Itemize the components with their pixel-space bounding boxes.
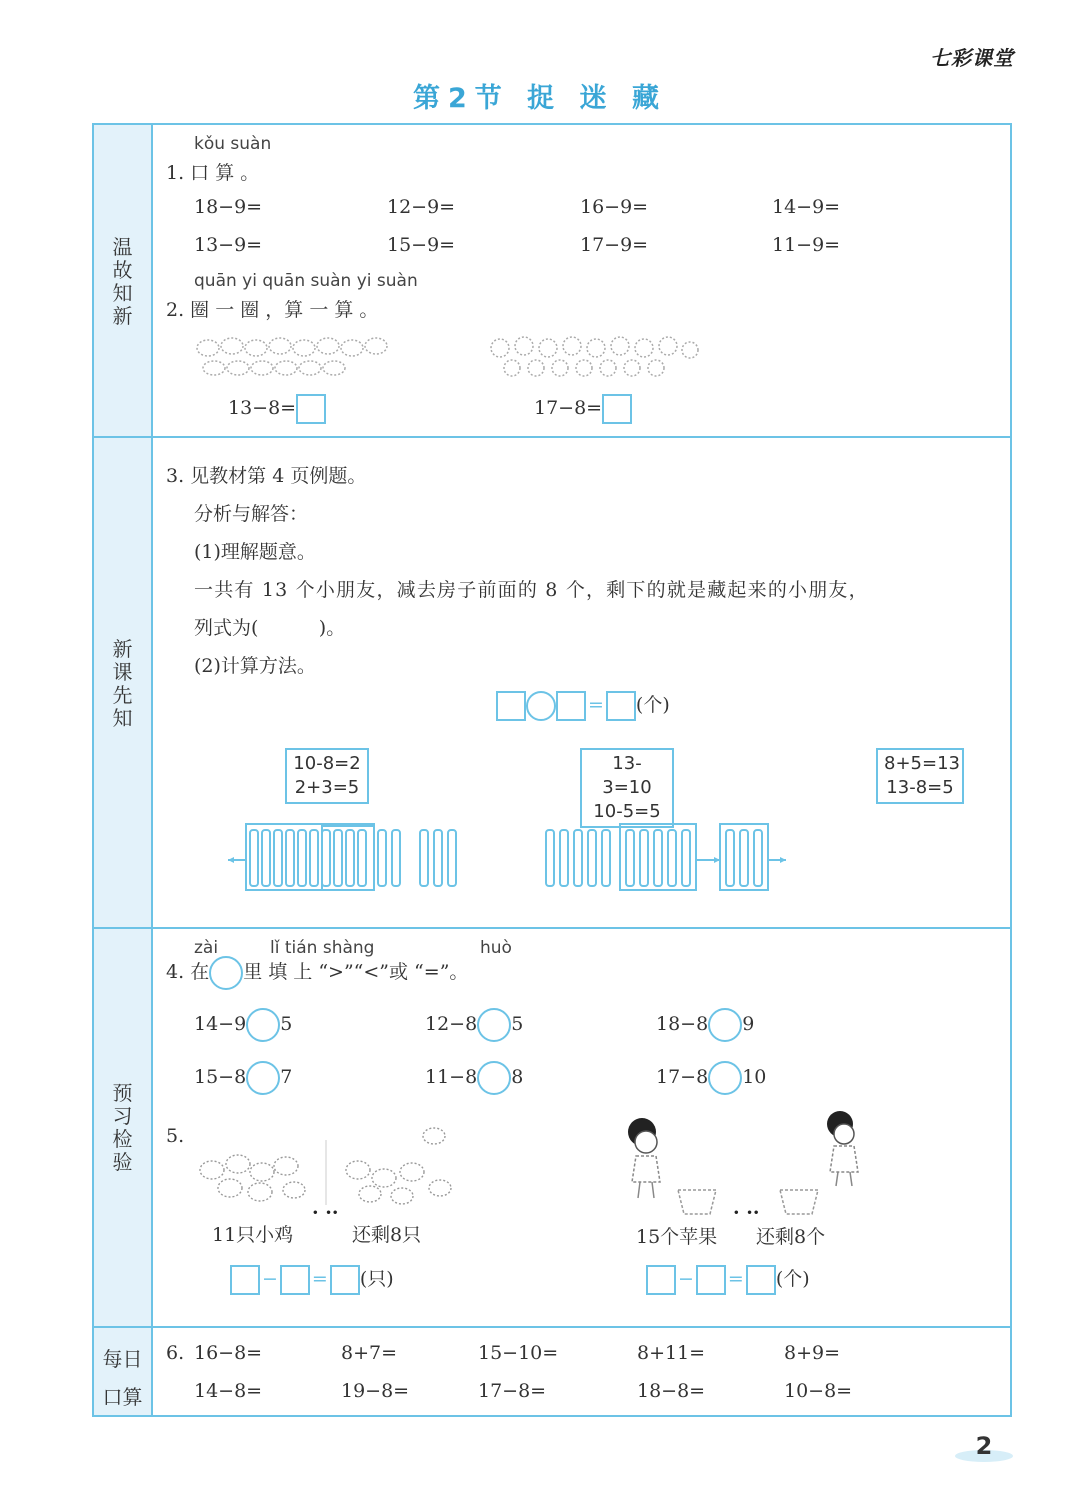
compare-circle[interactable]	[246, 1008, 280, 1042]
q1-item: 17−9=	[580, 234, 649, 256]
compare-left: 11−8	[425, 1066, 478, 1088]
q3-step1: (1)理解题意。	[194, 541, 316, 563]
compare-right: 7	[280, 1066, 293, 1088]
q6-item: 17−8=	[478, 1380, 547, 1402]
q6-item: 19−8=	[341, 1380, 410, 1402]
compare-left: 18−8	[656, 1013, 709, 1035]
compare-left: 12−8	[425, 1013, 478, 1035]
compare-right: 9	[742, 1013, 755, 1035]
compare-circle[interactable]	[708, 1008, 742, 1042]
q2-equation	[534, 394, 632, 424]
answer-box[interactable]	[296, 394, 326, 424]
unit-label: (个)	[775, 1268, 810, 1290]
minus-sign: −	[678, 1268, 694, 1290]
answer-box[interactable]	[696, 1265, 726, 1295]
compare-circle[interactable]	[477, 1008, 511, 1042]
compare-right: 8	[511, 1066, 524, 1088]
method-line: 8+5=13	[884, 753, 960, 774]
q3-analysis: 分析与解答：	[194, 503, 309, 525]
q1-item: 12−9=	[387, 196, 456, 218]
method-box-a	[285, 748, 369, 804]
q6-item: 18−8=	[637, 1380, 706, 1402]
method-line: 10-5=5	[593, 801, 661, 822]
compare-circle[interactable]	[708, 1061, 742, 1095]
method-box-b	[580, 748, 674, 828]
answer-box[interactable]	[602, 394, 632, 424]
q4-label-num: 4.	[166, 961, 185, 983]
compare-left: 15−8	[194, 1066, 247, 1088]
q5-colon: · ··	[312, 1202, 339, 1224]
q4-pinyin-li: lǐ tián shàng	[270, 938, 375, 958]
q6-item: 16−8=	[194, 1342, 263, 1364]
answer-box[interactable]	[330, 1265, 360, 1295]
q6-item: 8+9=	[784, 1342, 841, 1364]
q1-item: 18−9=	[194, 196, 263, 218]
symbol-circle-example	[209, 956, 243, 990]
q6-label: 6.	[166, 1342, 185, 1364]
compare-right: 5	[280, 1013, 293, 1035]
q1-item: 14−9=	[772, 196, 841, 218]
method-line: 2+3=5	[294, 777, 360, 798]
unit-label: (只)	[359, 1268, 394, 1290]
compare-item	[194, 1008, 292, 1042]
section-label-daily-math: 每日口算	[102, 1347, 143, 1409]
q1-item: 15−9=	[387, 234, 456, 256]
method-line: 13-8=5	[886, 777, 954, 798]
q6-item: 10−8=	[784, 1380, 853, 1402]
page-title: 第2节 捉 迷 藏	[413, 83, 667, 114]
q3-formula: 列式为( )。	[194, 617, 346, 639]
dotted-objects-illustration	[192, 334, 402, 380]
compare-item	[425, 1061, 523, 1095]
q1-label: 1. 口 算 。	[166, 162, 260, 184]
q5-label: 5.	[166, 1125, 185, 1147]
divider	[92, 436, 1012, 438]
compare-item	[656, 1061, 766, 1095]
q4-label-zai: 在	[190, 961, 210, 983]
q4-pinyin-huo: huò	[480, 938, 512, 958]
q1-item: 13−9=	[194, 234, 263, 256]
q1-item: 16−9=	[580, 196, 649, 218]
counting-sticks-diagram-a	[226, 818, 476, 898]
section-label-review: 温故知新	[112, 235, 133, 328]
compare-item	[194, 1061, 292, 1095]
section-label-new-lesson: 新课先知	[112, 637, 133, 730]
q1-item: 11−9=	[772, 234, 841, 256]
minus-sign: −	[262, 1268, 278, 1290]
compare-item	[656, 1008, 754, 1042]
q4-pinyin-zai: zài	[194, 938, 219, 958]
unit-label: (个)	[635, 694, 670, 716]
q5-text-chicks-left: 还剩8只	[352, 1224, 422, 1246]
compare-circle[interactable]	[246, 1061, 280, 1095]
q6-item: 14−8=	[194, 1380, 263, 1402]
q4-label-rest: 里 填 上 “>”“<”或 “=”。	[243, 961, 469, 983]
q2-equation-text: 17−8=	[534, 397, 603, 419]
q1-pinyin: kǒu suàn	[194, 134, 272, 154]
q5-text-apples-left: 还剩8个	[756, 1226, 826, 1248]
chicks-illustration	[190, 1120, 470, 1210]
divider	[92, 1326, 1012, 1328]
equals-sign: =	[727, 1268, 744, 1290]
answer-box[interactable]	[496, 691, 526, 721]
q3-step2: (2)计算方法。	[194, 655, 316, 677]
compare-circle[interactable]	[477, 1061, 511, 1095]
brand-logo: 七彩课堂	[930, 46, 1014, 70]
method-line: 13-3=10	[602, 753, 652, 798]
answer-box[interactable]	[606, 691, 636, 721]
compare-item	[425, 1008, 523, 1042]
q5-text-chicks-total: 11只小鸡	[212, 1224, 294, 1246]
counting-sticks-diagram-b	[540, 818, 790, 898]
operator-circle[interactable]	[526, 691, 556, 721]
q5-text-apples-total: 15个苹果	[636, 1226, 718, 1248]
q5-equation-chicks	[230, 1264, 394, 1295]
compare-right: 10	[742, 1066, 767, 1088]
q2-pinyin: quān yi quān suàn yi suàn	[194, 271, 418, 291]
answer-box[interactable]	[646, 1265, 676, 1295]
q4-label	[166, 956, 468, 990]
page-number: 2	[975, 1432, 993, 1460]
q2-equation	[228, 394, 326, 424]
method-box-c	[876, 748, 964, 804]
equals-sign: =	[588, 694, 604, 716]
q5-equation-apples	[646, 1264, 810, 1295]
q3-label: 3. 见教材第 4 页例题。	[166, 465, 367, 487]
method-line: 10-8=2	[293, 753, 361, 774]
q2-equation-text: 13−8=	[228, 397, 297, 419]
compare-left: 17−8	[656, 1066, 709, 1088]
answer-box[interactable]	[556, 691, 586, 721]
q6-item: 8+7=	[341, 1342, 398, 1364]
q3-paragraph: 一共有 13 个小朋友，减去房子前面的 8 个，剩下的就是藏起来的小朋友，	[194, 579, 869, 601]
q6-item: 8+11=	[637, 1342, 706, 1364]
answer-box[interactable]	[746, 1265, 776, 1295]
dotted-objects-illustration	[486, 334, 700, 380]
answer-box[interactable]	[280, 1265, 310, 1295]
q5-colon: · ··	[733, 1202, 760, 1224]
q6-item: 15−10=	[478, 1342, 559, 1364]
answer-box[interactable]	[230, 1265, 260, 1295]
divider	[92, 927, 1012, 929]
equals-sign: =	[311, 1268, 328, 1290]
compare-right: 5	[511, 1013, 524, 1035]
q3-blank-equation	[496, 690, 670, 721]
q2-label: 2. 圈 一 圈 ，算 一 算 。	[166, 299, 379, 321]
section-label-preview-check: 预习检验	[112, 1081, 133, 1174]
compare-left: 14−9	[194, 1013, 247, 1035]
